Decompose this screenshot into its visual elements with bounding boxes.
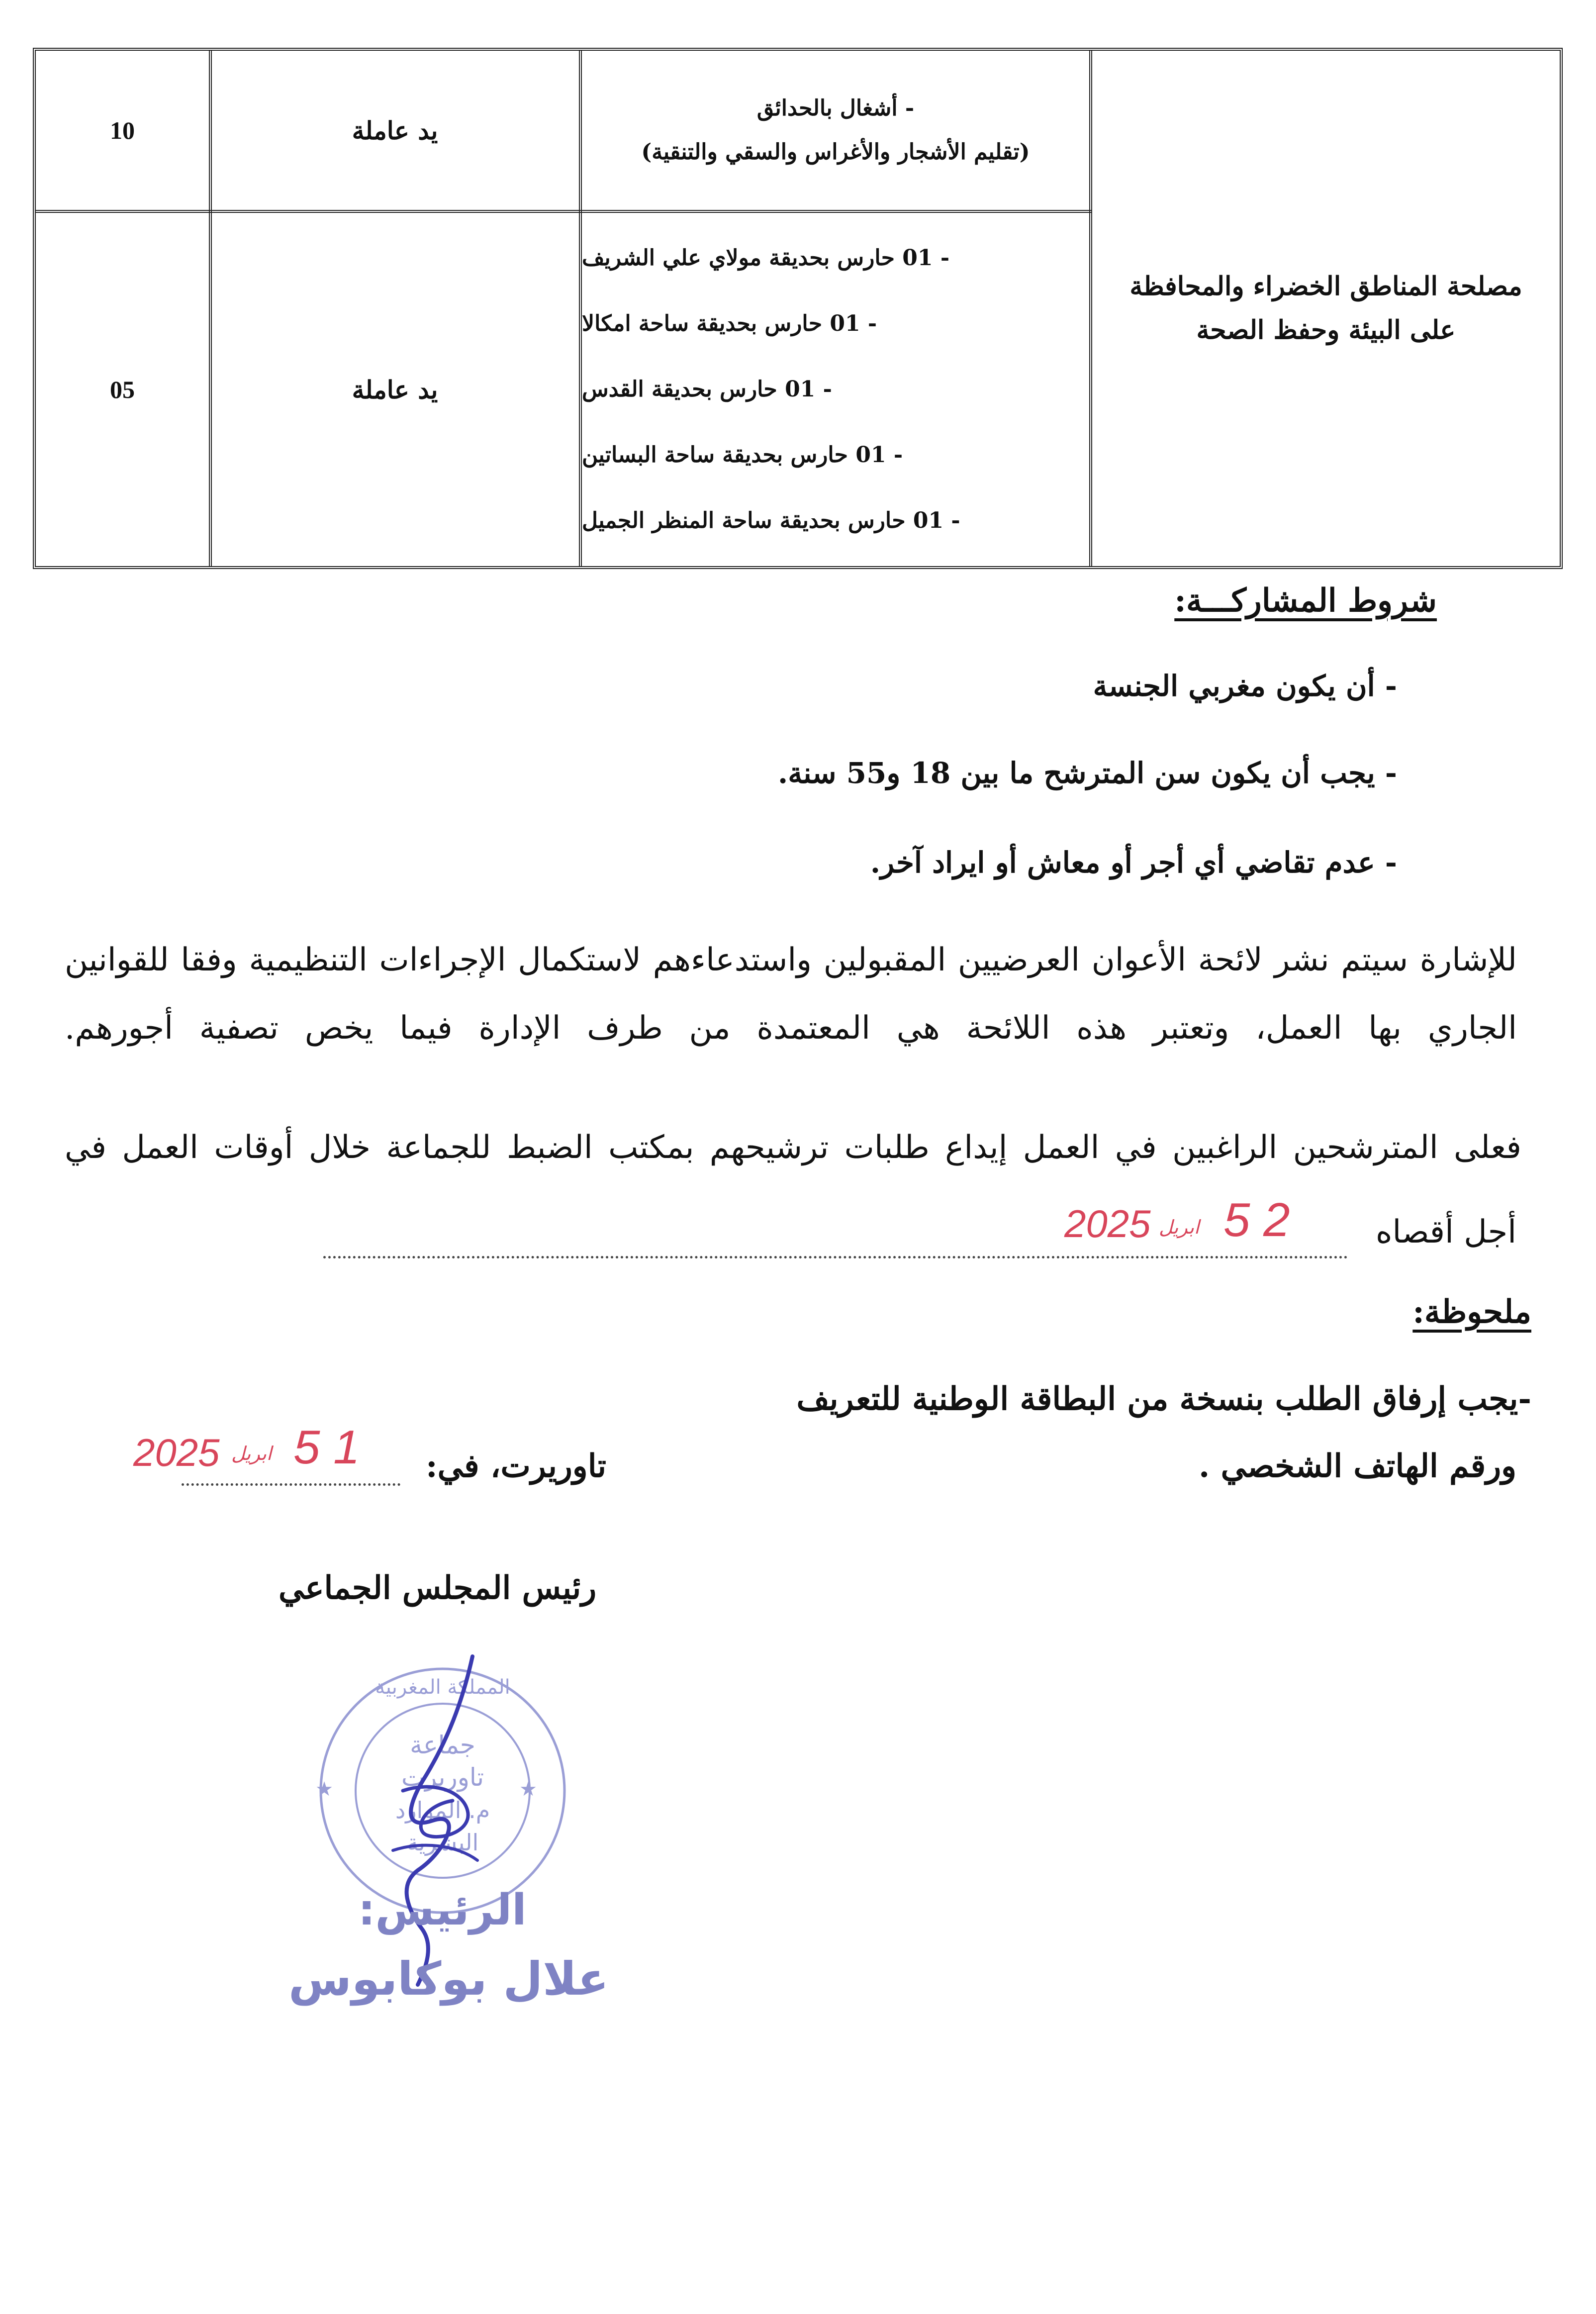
service-name-cell xyxy=(1092,51,1560,566)
worker-type-cell-row1 xyxy=(211,51,579,210)
worker-type-cell-row2 xyxy=(211,213,579,566)
seal-line: تاوريرت xyxy=(401,1763,484,1792)
tasks-cell-row1 xyxy=(582,51,1089,210)
handwritten-signature xyxy=(348,1641,527,1990)
place-date-label: تاوريرت، في: xyxy=(426,1447,606,1485)
deadline-label: أجل أقصاه xyxy=(1375,1214,1516,1251)
sign-date-year: 2025 xyxy=(133,1431,220,1474)
jobs-table xyxy=(33,48,1563,569)
task-line: (تقليم الأشجار والأغراس والسقي والتنقية) xyxy=(641,139,1030,165)
worker-type: يد عاملة xyxy=(352,375,438,404)
worker-count: 05 xyxy=(110,376,135,403)
tasks-cell-row2 xyxy=(582,213,1089,566)
deadline-day: 2 5 xyxy=(1223,1193,1290,1247)
worker-type: يد عاملة xyxy=(352,115,438,145)
conditions-heading: شروط المشاركـــة: xyxy=(1174,582,1437,619)
deadline-dotted-line xyxy=(323,1256,1348,1258)
task-line: - 01 حارس بحديقة ساحة المنظر الجميل xyxy=(582,508,960,533)
publication-paragraph: للإشارة سيتم نشر لائحة الأعوان العرضيين المقبولين واستدعاءهم لاستكمال الإجراءات التنظيمية وفقا للقوانين الجاري بها العمل، وتعتبر هذه اللائحة هي المعتمدة من طرف الإدارة فيما يخص تصفية أجورهم. xyxy=(65,942,1517,1047)
condition-item: - يجب أن يكون سن المترشح ما بين 18 و55 سنة. xyxy=(778,756,1397,790)
count-cell-row1 xyxy=(36,51,209,210)
task-line: - 01 حارس بحديقة ساحة امكالا xyxy=(582,311,877,336)
submission-paragraph: فعلى المترشحين الراغبين في العمل إيداع طلبات ترشيحهم بمكتب الضبط للجماعة خلال أوقات العمل في xyxy=(65,1129,1521,1166)
sign-date-month: ابريل xyxy=(231,1444,272,1464)
task-line: - 01 حارس بحديقة القدس xyxy=(582,377,832,402)
note-line: ورقم الهاتف الشخصي . xyxy=(1199,1447,1516,1485)
sign-date-day: 1 5 xyxy=(293,1421,360,1474)
note-line: -يجب إرفاق الطلب بنسخة من البطاقة الوطنية للتعريف xyxy=(796,1380,1531,1418)
task-line: - 01 حارس بحديقة مولاي علي الشريف xyxy=(582,245,950,271)
seal-line: جماعة xyxy=(410,1731,475,1759)
service-name: مصلحة المناطق الخضراء والمحافظة على البيئة وحفظ الصحة xyxy=(1129,271,1522,345)
condition-item: - عدم تقاضي أي أجر أو معاش أو ايراد آخر. xyxy=(870,846,1397,879)
star-icon: ★ xyxy=(519,1778,537,1801)
count-cell-row2 xyxy=(36,213,209,566)
condition-item: - أن يكون مغربي الجنسة xyxy=(1093,669,1397,703)
seal-line: م. الموارد xyxy=(395,1797,490,1824)
deadline-year: 2025 xyxy=(1064,1202,1151,1246)
deadline-month: ابريل xyxy=(1159,1217,1200,1238)
signatory-title: رئيس المجلس الجماعي xyxy=(279,1569,597,1607)
place-date-dotted-line xyxy=(182,1483,400,1486)
task-line: - 01 حارس بحديقة ساحة البساتين xyxy=(582,442,903,468)
stamp-role: الرئيس: xyxy=(358,1885,527,1935)
worker-count: 10 xyxy=(110,116,135,144)
stamp-name: علال بوكابوس xyxy=(288,1952,609,2006)
task-line: - أشغال بالحدائق xyxy=(756,96,915,121)
star-icon: ★ xyxy=(315,1778,333,1801)
note-heading: ملحوظة: xyxy=(1412,1293,1531,1331)
seal-ring-text: المملكة المغربية xyxy=(375,1676,510,1699)
seal-line: البشرية xyxy=(406,1829,479,1856)
